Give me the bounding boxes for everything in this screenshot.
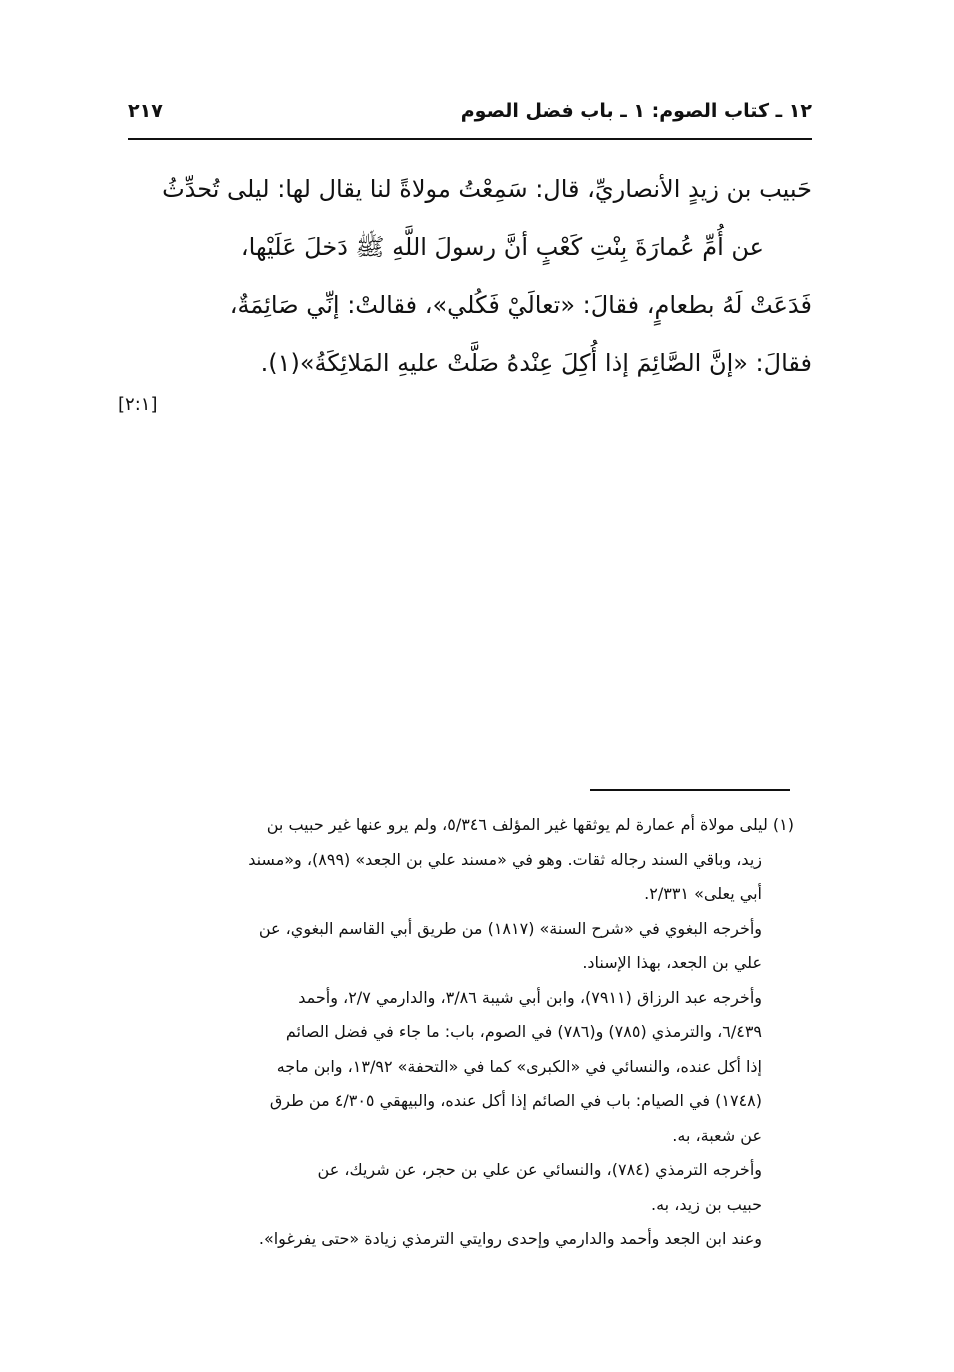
footnotes — [126, 808, 794, 1257]
footnote-line: حبيب بن زيد، به. — [650, 1194, 762, 1214]
text-line: عن أُمِّ عُمارَةَ بِنْتِ كَعْبٍ أنَّ رسولَ اللَّهِ ﷺ دَخلَ عَلَيْها، — [240, 233, 764, 261]
page-number: ٢١٧ — [128, 100, 163, 122]
footnote-line: (١٧٤٨) في الصيام: باب في الصائم إذا أكل عنده، والبيهقي ٤/٣٠٥ من طرق — [269, 1091, 762, 1110]
header-rule — [128, 138, 812, 140]
footnote-line: وأخرجه الترمذي (٧٨٤)، والنسائي عن علي بن حجر، عن شريك، عن — [317, 1160, 762, 1179]
text-line: فَدَعَتْ لَهُ بطعامٍ، فقالَ: «تعالَيْ فَكُلي»، فقالتْ: إنِّي صَائِمَةٌ، — [229, 291, 812, 319]
footnote-rule — [590, 789, 790, 791]
text-line: حَبيب بن زيدٍ الأنصاريِّ، قال: سَمِعْتُ مولاةً لنا يقال لها: ليلى تُحدِّثُ — [162, 175, 812, 203]
footnote-line: وعند ابن الجعد وأحمد والدارمي وإحدى روايتي الترمذي زيادة «حتى يفرغوا». — [258, 1229, 762, 1248]
footnote-line: علي بن الجعد، بهذا الإسناد. — [582, 953, 762, 972]
footnote-line: إذا أكل عنده، والنسائي في «الكبرى» كما في «التحفة» ١٣/٩٢، وابن ماجه — [276, 1056, 762, 1076]
running-header — [128, 98, 812, 134]
footnote-line: أبي يعلى» ٢/٣٣١. — [644, 884, 762, 903]
hadith-text — [128, 160, 812, 392]
chapter-title: ١٢ ـ كتاب الصوم: ١ ـ باب فضل الصوم — [460, 100, 812, 122]
footnote-line: وأخرجه عبد الرزاق (٧٩١١)، وابن أبي شيبة ٣/٨٦، والدارمي ٢/٧، وأحمد — [298, 987, 762, 1007]
footnote-line: عن شعبة، به. — [672, 1125, 762, 1145]
footnote-line: زيد، وباقي السند رجاله ثقات. وهو في «مسند علي بن الجعد» (٨٩٩)، و«مسند — [248, 849, 762, 869]
footnote-line: (١) ليلى مولاة أم عمارة لم يوثقها غير المؤلف ٥/٣٤٦، ولم يرو عنها غير حبيب بن — [266, 815, 794, 834]
footnote-line: وأخرجه البغوي في «شرح السنة» (١٨١٧) من طريق أبي القاسم البغوي، عن — [258, 918, 762, 938]
hadith-reference: [٢:١] — [118, 394, 158, 415]
text-line: فقالَ: «إنَّ الصَّائِمَ إذا أُكِلَ عِنْدهُ صَلَّتْ عليهِ المَلائِكَةُ»(١). — [260, 349, 812, 377]
footnote-line: ٦/٤٣٩، والترمذي (٧٨٥) و(٧٨٦) في الصوم، باب: ما جاء في فضل الصائم — [285, 1022, 762, 1041]
